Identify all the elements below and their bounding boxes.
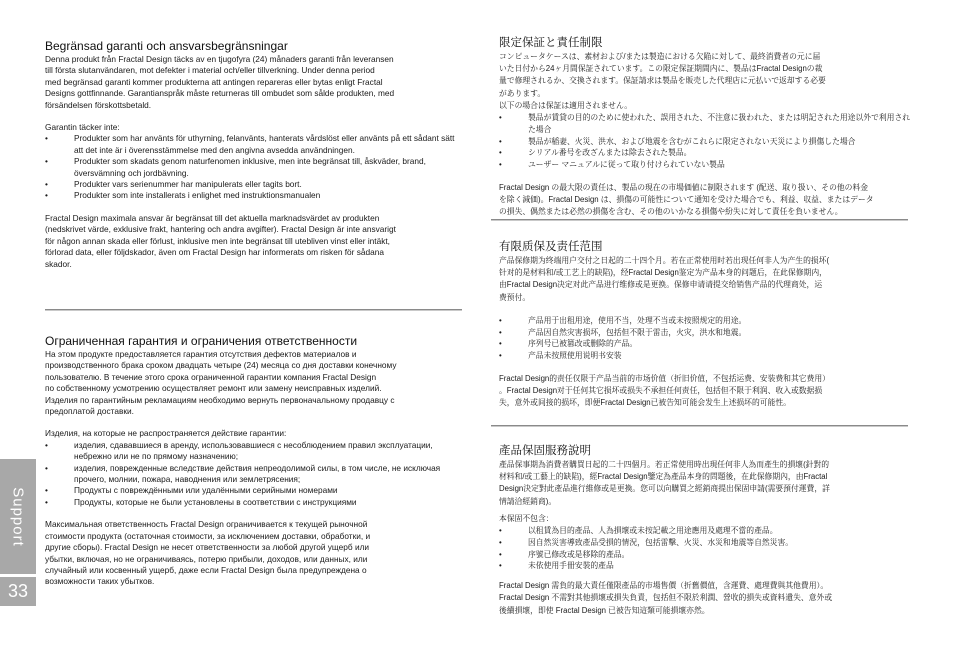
russian-line: производственного брака сроком двадцать четыре (24) месяца со дня доставки конечному (45, 360, 397, 371)
swedish-exclusion-list (45, 133, 460, 201)
list-item: • 未依使用手冊安裝的產品 (499, 560, 911, 572)
chinese-traditional-line: 產品保事期為消費者購買日起的二十四個月。若正常使用時出現任何非人為而產生的損壞(針對的 (499, 460, 830, 469)
russian-exclusion-list (45, 440, 460, 508)
section-divider (491, 219, 908, 221)
list-item: • 因自然災害導致產品受損的情況，包括雷擊、火災、水災和地震等自然災害。 (499, 537, 911, 549)
page-number: 33 (0, 577, 36, 606)
russian-line: предоплатой доставки. (45, 406, 134, 417)
section-divider (45, 309, 462, 311)
japanese-limit-line: Fractal Design の最大限の責任は、製品の現在の市場価値に制限されます (配送、取り扱い、その他の料金 (499, 183, 869, 192)
list-item: • 製品が稲妻、火災、洪水、および地震を含むがこれらに限定されない天災により損傷した場合 (499, 136, 911, 148)
swedish-line: försändelsen förskottsbetald. (45, 99, 152, 110)
swedish-line: med begränsad garanti kommer produkterna att antingen repareras eller bytas enligt Fractal (45, 76, 383, 87)
chinese-traditional-line: 材料和/或工藝上的缺陷)，經Fractal Design鑒定為產品本身的問題後，在此保修期內，由Fractal (499, 472, 828, 482)
chinese-traditional-heading: 產品保固服務說明 (499, 445, 591, 457)
chinese-simplified-line: 产品保修期为终端用户交付之日起的二十四个月。若在正常使用时若出现任何非人为产生的损坏( (499, 256, 830, 265)
chinese-simplified-line: 针对的是材料和/或工艺上的缺陷)，经Fractal Design鉴定为产品本身的问题后，在此保修期内， (499, 268, 827, 278)
list-item: • изделия, сдававшиеся в аренду, использовавшиеся с несоблюдением правил эксплуатации, небрежно или не по прямому назначению; (45, 440, 460, 463)
list-item: • 产品未按照使用说明书安装 (499, 350, 911, 362)
list-item: • 产品用于出租用途，使用不当，处理不当或未按照规定的用途。 (499, 315, 911, 327)
chinese-simplified-line: 费预付。 (499, 292, 531, 302)
chinese-simplified-exclusion-list (499, 315, 911, 362)
list-item: • 序列号已被篡改或删除的产品。 (499, 338, 911, 350)
chinese-traditional-limit-line: 後續損壞，即使 Fractal Design 已被告知這類可能損壞亦然。 (499, 605, 710, 615)
chinese-traditional-exclusion-list (499, 525, 911, 572)
russian-line: На этом продукте предоставляется гарантия отсутствия дефектов материалов и (45, 349, 357, 359)
list-item: • Продукты, которые не были установлены в соответствии с инструкциями (45, 497, 460, 508)
russian-heading: Ограниченная гарантия и ограничения ответственности (45, 334, 358, 348)
list-item: • 产品因自然灾害损坏，包括但不限于雷击，火灾，洪水和地震。 (499, 327, 911, 339)
russian-limit-line: Максимальная ответственность Fractal Design ограничивается к текущей рыночной (45, 519, 368, 530)
russian-line: по собственному усмотрению осуществляет ремонт или замену неисправных изделий. (45, 383, 382, 394)
list-item: • Produkter vars serienummer har manipulerats eller tagits bort. (45, 179, 460, 190)
list-item: • Produkter som skadats genom naturfenomen inklusive, men inte begränsat till, åskväder, brand, översvämning och jordbävning. (45, 156, 460, 179)
japanese-heading: 限定保証と責任制限 (499, 37, 603, 49)
japanese-limit-line: の損失、偶然または必然の損傷を含む、その他のいかなる損傷や紛失に対して責任を負いません。 (499, 207, 843, 217)
russian-line: пользователю. В течение этого срока ограниченной гарантии компания Fractal Design (45, 371, 377, 382)
japanese-covers-label: 以下の場合は保証は適用されません。 (499, 100, 633, 110)
list-item: • Produkter som inte installerats i enlighet med instruktionsmanualen (45, 190, 460, 201)
swedish-limit-line: skador. (45, 258, 72, 269)
chinese-simplified-warranty-section (499, 240, 911, 410)
list-item: • изделия, поврежденные вследствие действия непреодолимой силы, в том числе, не исключая прочего, молнии, пожара, наводнения или землетрясения; (45, 463, 460, 486)
russian-line: Изделия по гарантийным рекламациям необходимо вернуть первоначальному продавцу с (45, 394, 395, 405)
russian-limit-line: стоимости продукта (остаточная стоимости, за исключением доставки, обработки, и (45, 530, 371, 541)
chinese-traditional-covers-label: 本保固不包含： (499, 513, 554, 523)
chinese-simplified-limit-line: 失，意外或间接的损坏，即便Fractal Design已被告知可能会发生上述损坏的可能性。 (499, 398, 791, 408)
russian-limit-line: убытки, включая, но не ограничиваясь, потерю прибыли, доходов, или данных, или (45, 553, 368, 564)
japanese-line: 量で修理されるか、交換されます。保証請求は製品を販売した代理店に元払いで返却する必要 (499, 76, 826, 86)
swedish-warranty-section (45, 39, 460, 270)
chinese-simplified-line: 由Fractal Design决定对此产品进行维修或是更换。保修申请请提交给销售产品的代理商处，运 (499, 280, 823, 290)
chinese-traditional-line: Design決定對此產品進行維修或是更換。您可以向購買之經銷商提出保固申請(需要預付運費，詳 (499, 484, 830, 494)
chinese-simplified-limit-line: Fractal Design的责任仅限于产品当前的市场价值（折旧价值，不包括运费、安装费和其它费用） (499, 374, 830, 383)
russian-limit-line: другие сборы). Fractal Design не несет ответственности за любой другой ущерб или (45, 542, 370, 553)
swedish-line: till första slutanvändaren, mot defekter i material och/eller tillverkning. Under denna period (45, 65, 375, 76)
japanese-line: いた日付から24ヶ月間保証されています。この限定保証期間内に、製品はFractal Designの裁 (499, 64, 823, 74)
russian-covers-label: Изделия, на которые не распространяется действие гарантии: (45, 428, 287, 439)
chinese-traditional-limit-line: Fractal Design 不需對其他損壞或損失負責，包括但不限於利潤、營收的損失或資料遺失、意外或 (499, 593, 833, 603)
section-divider (491, 425, 908, 427)
list-item: • 以租賃為目的產品、人為損壞或未按記載之用途應用及處理不當的產品。 (499, 525, 911, 537)
list-item: • 序號已修改或是移除的產品。 (499, 549, 911, 561)
japanese-line: コンピュータケースは、素材および/または製造における欠陥に対して、最終消費者の元に届 (499, 52, 821, 61)
list-item: • Produkter som har använts för uthyrning, felanvänts, hanterats vårdslöst eller använts på ett sådant sätt att det inte är i överensstämmelse med den angivna avsedda användningen. (45, 133, 460, 156)
chinese-traditional-limit-line: Fractal Design 需負的最大責任僅限產品的市場售價（折舊價值，含運費、處理費與其他費用）。 (499, 581, 829, 591)
support-tab (0, 459, 36, 574)
swedish-line: Designs gottfinnande. Garantianspråk måste returneras till ombudet som sålde produkten, med (45, 88, 395, 99)
russian-limit-line: случайный или косвенный ущерб, даже если Fractal Design была предупреждена о (45, 564, 367, 575)
list-item: • 製品が賃貸の目的のために使われた、誤用された、不注意に扱われた、または明記された用途以外で利用された場合 (499, 112, 911, 136)
swedish-line: Denna produkt från Fractal Design täcks av en tjugofyra (24) månaders garanti från leveransen (45, 54, 394, 64)
chinese-simplified-limit-line: 。Fractal Design对于任何其它损坏或损失不承担任何责任，包括但不限于利润、收入或数据损 (499, 386, 823, 396)
chinese-traditional-line: 情請洽經銷商)。 (499, 496, 557, 506)
list-item: • Продукты с повреждёнными или удалёнными серийными номерами (45, 485, 460, 496)
swedish-limit-line: Fractal Design maximala ansvar är begränsat till det aktuella marknadsvärdet av produkten (45, 212, 380, 223)
support-tab-label: Support (9, 486, 27, 547)
list-item: • ユーザー マニュアルに従って取り付けられていない製品 (499, 159, 911, 171)
swedish-covers-label: Garantin täcker inte: (45, 122, 120, 133)
swedish-heading: Begränsad garanti och ansvarsbegränsningar (45, 39, 288, 53)
japanese-limit-line: を除く減価)。Fractal Design は、損傷の可能性について通知を受けた場合でも、利益、収益、またはデータ (499, 195, 874, 205)
japanese-exclusion-list (499, 112, 911, 171)
russian-warranty-section (45, 334, 460, 588)
japanese-warranty-section (499, 36, 911, 219)
chinese-simplified-heading: 有限质保及责任范围 (499, 241, 603, 253)
swedish-limit-line: förlorad data, eller följdskador, även om Fractal Design har informerats om risken för sådana (45, 247, 384, 258)
japanese-line: があります。 (499, 88, 546, 98)
swedish-limit-line: för någon annan skada eller förlust, inklusive men inte begränsat till utebliven vinst eller intäkt, (45, 235, 390, 246)
swedish-limit-line: (nedskrivet värde, exklusive frakt, hantering och andra avgifter). Fractal Design är inte ansvarigt (45, 224, 396, 235)
list-item: • シリアル番号を改ざんまたは除去された製品。 (499, 147, 911, 159)
chinese-traditional-warranty-section (499, 444, 911, 617)
russian-limit-line: возможности таких убытков. (45, 576, 155, 587)
